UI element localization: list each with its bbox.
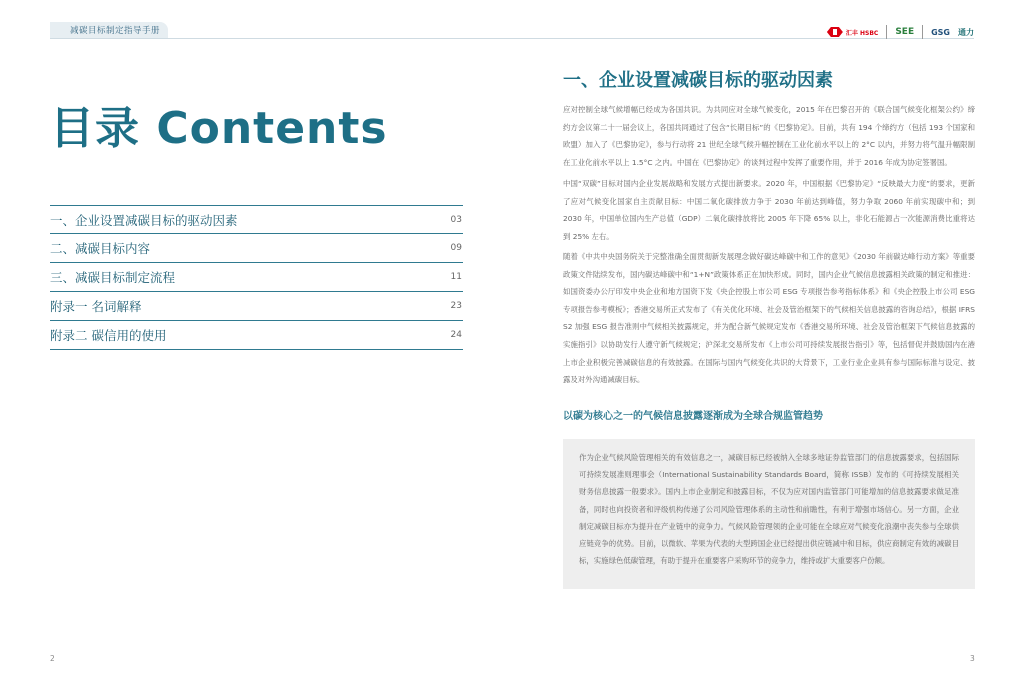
header-tab-label: 减碳目标制定指导手册 — [70, 26, 161, 36]
callout-text: 作为企业气候风险管理相关的有效信息之一，减碳目标已经被纳入全球多地证券监管部门的信息披露要求，包括国际可持续发展准则理事会（International Sustainability Standards Board，简称 ISSB）发布的《可持续发展相关财务信息披露一般要求》。国内上市企业制定和披露目标，不仅为应对国内监管部门可能增加的信息披露要求做足准备，同时也向投资者和评级机构传递了公司风险管理体系的主动性和前瞻性，有利于增强市场信心。另一方面，企业制定减碳目标亦为提升在产业链中的竞争力。气候风险管理领的企业可能在全球应对气候变化浪潮中丧失参与全球供应链竞争的优势。目前，以微软、苹果为代表的大型跨国企业已经提出供应链减中和目标，供应商制定有效的减碳目标，实施绿色低碳管理，有助于提升在重要客户采购环节的竞争力，维持或扩大重要客户份额。 — [579, 453, 959, 566]
tongli-logo: 通力 — [958, 27, 974, 37]
callout-box — [563, 439, 975, 589]
body-paragraph: 中国“双碳”目标对国内企业发展战略和发展方式提出新要求。2020 年，中国根据《巴黎协定》“反映最大力度”的要求，更新了应对气候变化国家自主贡献目标：中国二氧化碳排放力争于 2030 年前达到峰值，努力争取 2060 年前实现碳中和；到 2030 年，中国单位国内生产总值（GDP）二氧化碳排放将比 2005 年下降 65% 以上，非化石能源占一次能源消费比重将达到 25% 左右。 — [563, 179, 975, 241]
body-paragraph: 随着《中共中央国务院关于完整准确全面贯彻新发展理念做好碳达峰碳中和工作的意见》《2030 年前碳达峰行动方案》等重要政策文件陆续发布，国内碳达峰碳中和“1+N”政策体系正在加快形成。同时，国内企业气候信息披露相关政策的制定和推进：如国资委办公厅印发中央企业和地方国资下发《央企控股上市公司 ESG 专项报告参考指标体系》和《央企控股上市公司 ESG 专项报告参考模板》；香港交易所正式发布了《有关优化环境、社会及管治框架下的气候相关信息披露的咨询总结》，根据 IFRS S2 加强 ESG 报告准则中气候相关披露规定，并为配合新气候规定发布《香港交易所环境、社会及管治框架下气候信息披露的实施指引》以协助发行人遵守新气候规定；沪深北交易所发布《上市公司可持续发展报告指引》等，包括督促并鼓励国内在港上市企业积极完善减碳信息的有效披露。在国际与国内气候变化共识的大背景下，工业行业企业具有参与国际标准与设定、披露及对外沟通减碳目标。 — [563, 252, 975, 385]
toc-item-page: 03 — [450, 214, 462, 225]
left-page-number: 2 — [50, 654, 55, 663]
toc-item-page: 24 — [450, 330, 462, 340]
toc-item-label: 三、减碳目标制定流程 — [50, 270, 176, 285]
toc-item-label: 一、企业设置减碳目标的驱动因素 — [50, 212, 238, 228]
toc-item-label: 二、减碳目标内容 — [50, 241, 151, 256]
toc-item[interactable] — [50, 321, 463, 350]
header-tab — [50, 22, 168, 38]
toc-item-label: 附录二 碳信用的使用 — [50, 328, 167, 343]
toc-item-page: 09 — [450, 243, 462, 253]
section-title: 一、企业设置减碳目标的驱动因素 — [563, 70, 833, 91]
toc-item-label: 附录一 名词解释 — [50, 299, 142, 314]
logo-separator — [922, 25, 923, 39]
toc-item[interactable] — [50, 292, 463, 321]
contents-title: 目录 Contents — [50, 103, 388, 154]
right-page-number: 3 — [970, 654, 975, 663]
logo-separator — [886, 25, 887, 39]
see-logo: SEE — [895, 27, 915, 37]
hsbc-logo: 汇丰 HSBC — [827, 27, 878, 37]
body-paragraph: 应对控制全球气候增幅已经成为各国共识。为共同应对全球气候变化，2015 年在巴黎召开的《联合国气候变化框架公约》缔约方会议第二十一届会议上，各国共同通过了包含“长期目标”的《巴黎协定》。目前，共有 194 个缔约方（包括 193 个国家和欧盟）加入了《巴黎协定》，参与行动将 21 世纪全球气候升幅控制在工业化前水平以上的 2°C 以内，并努力将气温升幅限制在工业化前水平以上 1.5°C 之内。中国在《巴黎协定》的谈判过程中发挥了重要作用，并于 2016 年成为协定签署国。 — [563, 105, 975, 167]
toc-item-page: 11 — [450, 272, 462, 282]
toc-item-page: 23 — [450, 301, 462, 311]
toc-item[interactable] — [50, 263, 463, 292]
hsbc-hexagon-icon — [827, 27, 843, 37]
toc-item[interactable] — [50, 205, 463, 234]
toc-item[interactable] — [50, 234, 463, 263]
gsg-logo: GSG — [931, 27, 950, 37]
partner-logos — [827, 24, 974, 40]
section-subtitle: 以碳为核心之一的气候信息披露逐渐成为全球合规监管趋势 — [563, 411, 823, 422]
table-of-contents — [50, 205, 463, 350]
